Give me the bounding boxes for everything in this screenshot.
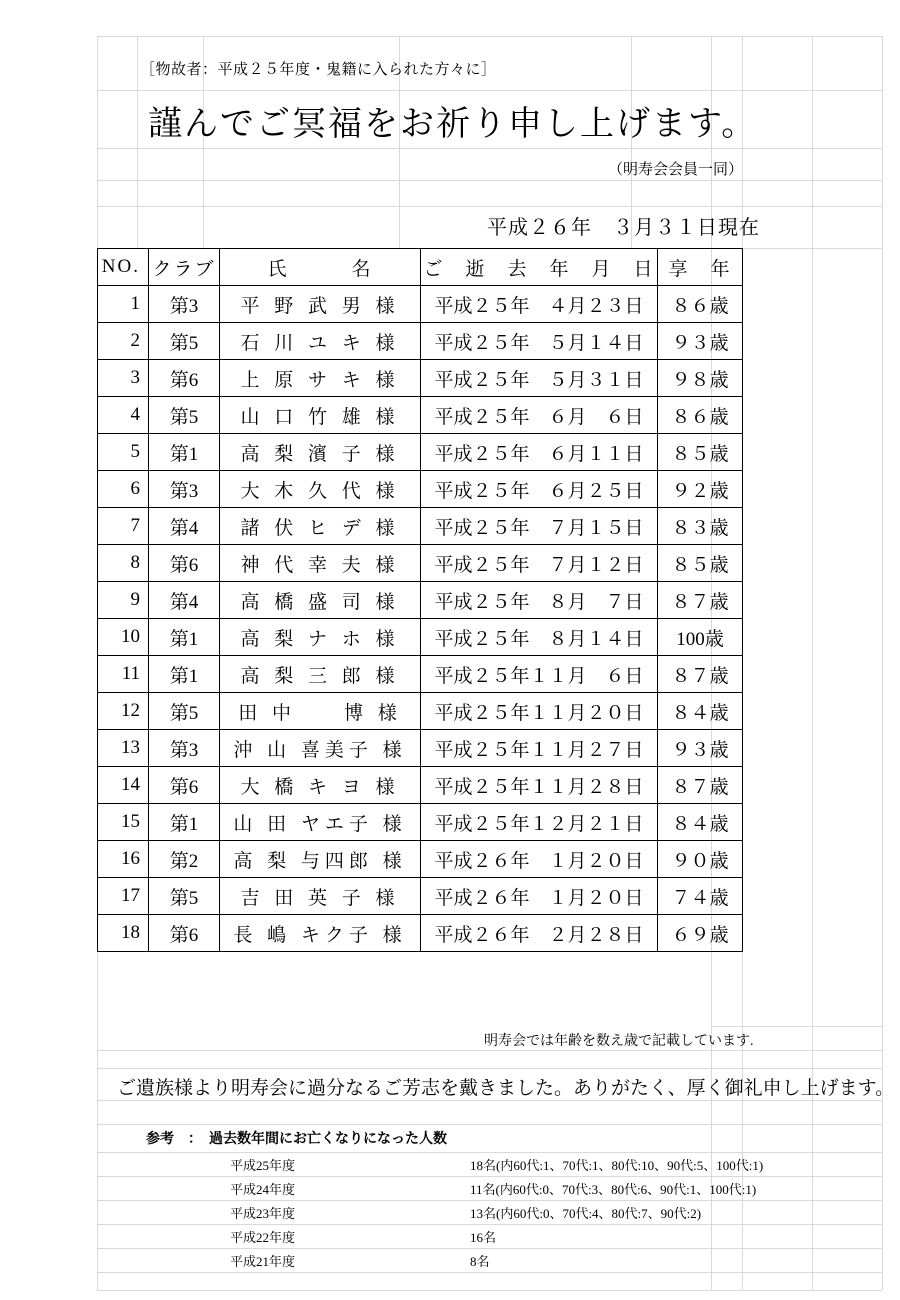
cell-club: 第6 — [149, 767, 220, 804]
cell-date: 平成２５年１１月２８日 — [421, 767, 658, 804]
table-row — [98, 508, 743, 545]
grid-hline — [97, 1050, 882, 1051]
grid-vline — [812, 36, 813, 1290]
cell-club: 第5 — [149, 397, 220, 434]
cell-date: 平成２５年 ７月１２日 — [421, 545, 658, 582]
cell-no: 17 — [98, 878, 149, 915]
cell-no: 5 — [98, 434, 149, 471]
grid-hline — [97, 1290, 882, 1291]
cell-age: ８５歳 — [658, 545, 743, 582]
table-row — [98, 804, 743, 841]
reference-row — [205, 1200, 800, 1224]
cell-date: 平成２６年 ２月２８日 — [421, 915, 658, 952]
cell-age: ９３歳 — [658, 323, 743, 360]
table-row — [98, 619, 743, 656]
reference-table — [205, 1152, 800, 1272]
cell-no: 10 — [98, 619, 149, 656]
cell-date: 平成２５年 ５月３１日 — [421, 360, 658, 397]
cell-name: 高 梨 濱 子 様 — [220, 434, 421, 471]
cell-no: 11 — [98, 656, 149, 693]
reference-detail: 18名(内60代:1、70代:1、80代:10、90代:5、100代:1) — [470, 1157, 764, 1173]
cell-date: 平成２５年 ６月２５日 — [421, 471, 658, 508]
cell-club: 第2 — [149, 841, 220, 878]
cell-club: 第3 — [149, 286, 220, 323]
grid-hline — [97, 206, 882, 207]
deceased-bracket-note: ［物故者：平成２５年度・鬼籍に入られた方々に］ — [140, 62, 497, 78]
cell-age: ８７歳 — [658, 656, 743, 693]
table-row — [98, 841, 743, 878]
table-row — [98, 730, 743, 767]
cell-date: 平成２６年 １月２０日 — [421, 878, 658, 915]
table-row — [98, 915, 743, 952]
cell-date: 平成２５年 ８月 ７日 — [421, 582, 658, 619]
reference-detail: 11名(内60代:0、70代:3、80代:6、90代:1、100代:1) — [470, 1181, 757, 1197]
cell-club: 第5 — [149, 323, 220, 360]
cell-name: 平 野 武 男 様 — [220, 286, 421, 323]
grid-hline — [97, 36, 882, 37]
cell-club: 第4 — [149, 508, 220, 545]
cell-age: ７４歳 — [658, 878, 743, 915]
table-row — [98, 582, 743, 619]
cell-age: ９３歳 — [658, 730, 743, 767]
cell-no: 15 — [98, 804, 149, 841]
cell-no: 12 — [98, 693, 149, 730]
cell-no: 13 — [98, 730, 149, 767]
cell-name: 大 木 久 代 様 — [220, 471, 421, 508]
reference-detail: 13名(内60代:0、70代:4、80代:7、90代:2) — [470, 1205, 702, 1221]
as-of-date: 平成２６年 ３月３１日現在 — [487, 217, 760, 239]
reference-detail: 16名 — [470, 1229, 497, 1245]
cell-date: 平成２５年１２月２１日 — [421, 804, 658, 841]
cell-date: 平成２５年１１月２７日 — [421, 730, 658, 767]
cell-age: ８３歳 — [658, 508, 743, 545]
counted-age-note: 明寿会では年齢を数え歳で記載しています. — [484, 1034, 754, 1049]
grid-hline — [97, 1124, 882, 1125]
deceased-table — [97, 248, 743, 952]
column-header-club: クラブ — [149, 249, 220, 286]
grid-hline — [97, 90, 882, 91]
reference-row — [205, 1176, 800, 1200]
cell-no: 14 — [98, 767, 149, 804]
table-row — [98, 360, 743, 397]
reference-detail: 8名 — [470, 1253, 490, 1269]
page-title: 謹んでご冥福をお祈り申し上げます。 — [148, 106, 758, 143]
cell-no: 18 — [98, 915, 149, 952]
grid-vline — [137, 36, 138, 248]
cell-name: 吉 田 英 子 様 — [220, 878, 421, 915]
cell-name: 高 梨 与四郎 様 — [220, 841, 421, 878]
cell-date: 平成２５年 ８月１４日 — [421, 619, 658, 656]
cell-club: 第1 — [149, 619, 220, 656]
cell-no: 16 — [98, 841, 149, 878]
cell-date: 平成２５年１１月 ６日 — [421, 656, 658, 693]
reference-year: 平成24年度 — [230, 1181, 296, 1197]
cell-club: 第5 — [149, 693, 220, 730]
reference-year: 平成21年度 — [230, 1253, 296, 1269]
cell-age: ９８歳 — [658, 360, 743, 397]
cell-name: 沖 山 喜美子 様 — [220, 730, 421, 767]
cell-date: 平成２５年 ４月２３日 — [421, 286, 658, 323]
reference-row — [205, 1224, 800, 1248]
cell-age: ９２歳 — [658, 471, 743, 508]
cell-age: ８６歳 — [658, 286, 743, 323]
cell-club: 第3 — [149, 471, 220, 508]
cell-no: 8 — [98, 545, 149, 582]
signature-line: （明寿会会員一同） — [608, 162, 744, 178]
reference-row — [205, 1248, 800, 1272]
table-row — [98, 471, 743, 508]
cell-name: 神 代 幸 夫 様 — [220, 545, 421, 582]
table-row — [98, 656, 743, 693]
cell-date: 平成２５年 ６月１１日 — [421, 434, 658, 471]
cell-name: 大 橋 キ ヨ 様 — [220, 767, 421, 804]
grid-hline — [97, 1100, 882, 1101]
column-header-date: ご 逝 去 年 月 日 — [421, 249, 658, 286]
reference-year: 平成22年度 — [230, 1229, 296, 1245]
thanks-note: ご遺族様より明寿会に過分なるご芳志を戴きました。ありがたく、厚く御礼申し上げます。 — [117, 1078, 895, 1099]
table-row — [98, 693, 743, 730]
table-row — [98, 878, 743, 915]
grid-hline — [711, 1026, 882, 1027]
cell-no: 1 — [98, 286, 149, 323]
grid-hline — [97, 1068, 882, 1069]
cell-name: 上 原 サ キ 様 — [220, 360, 421, 397]
cell-no: 6 — [98, 471, 149, 508]
cell-club: 第6 — [149, 360, 220, 397]
cell-no: 4 — [98, 397, 149, 434]
cell-name: 長 嶋 キク子 様 — [220, 915, 421, 952]
column-header-no: NO. — [98, 249, 149, 286]
table-row — [98, 434, 743, 471]
cell-no: 9 — [98, 582, 149, 619]
cell-club: 第4 — [149, 582, 220, 619]
grid-hline — [97, 148, 882, 149]
reference-title: 参考 ： 過去数年間にお亡くなりになった人数 — [146, 1132, 447, 1147]
cell-date: 平成２６年 １月２０日 — [421, 841, 658, 878]
table-row — [98, 397, 743, 434]
table-header-row — [98, 249, 743, 286]
cell-date: 平成２５年 ６月 ６日 — [421, 397, 658, 434]
cell-age: ８７歳 — [658, 767, 743, 804]
cell-age: ９０歳 — [658, 841, 743, 878]
grid-hline — [97, 1272, 882, 1273]
reference-year: 平成23年度 — [230, 1205, 296, 1221]
cell-no: 2 — [98, 323, 149, 360]
cell-club: 第3 — [149, 730, 220, 767]
cell-age: ８４歳 — [658, 693, 743, 730]
cell-club: 第6 — [149, 545, 220, 582]
cell-name: 高 梨 三 郎 様 — [220, 656, 421, 693]
cell-age: ６９歳 — [658, 915, 743, 952]
cell-age: ８７歳 — [658, 582, 743, 619]
cell-date: 平成２５年 ７月１５日 — [421, 508, 658, 545]
cell-club: 第1 — [149, 434, 220, 471]
cell-name: 山 田 ヤエ子 様 — [220, 804, 421, 841]
column-header-name: 氏 名 — [220, 249, 421, 286]
cell-name: 諸 伏 ヒ デ 様 — [220, 508, 421, 545]
reference-year: 平成25年度 — [230, 1157, 296, 1173]
table-row — [98, 545, 743, 582]
cell-date: 平成２５年１１月２０日 — [421, 693, 658, 730]
cell-name: 石 川 ユ キ 様 — [220, 323, 421, 360]
grid-vline — [882, 36, 883, 1290]
cell-name: 山 口 竹 雄 様 — [220, 397, 421, 434]
table-row — [98, 323, 743, 360]
cell-no: 3 — [98, 360, 149, 397]
cell-age: ８５歳 — [658, 434, 743, 471]
reference-row — [205, 1152, 800, 1176]
grid-hline — [97, 180, 882, 181]
cell-club: 第1 — [149, 804, 220, 841]
cell-name: 高 梨 ナ ホ 様 — [220, 619, 421, 656]
cell-age: ８６歳 — [658, 397, 743, 434]
cell-name: 高 橋 盛 司 様 — [220, 582, 421, 619]
cell-no: 7 — [98, 508, 149, 545]
table-row — [98, 286, 743, 323]
column-header-age: 享 年 — [658, 249, 743, 286]
table-row — [98, 767, 743, 804]
cell-age: 100歳 — [658, 619, 743, 656]
cell-club: 第5 — [149, 878, 220, 915]
cell-name: 田 中 博 様 — [220, 693, 421, 730]
cell-age: ８４歳 — [658, 804, 743, 841]
cell-date: 平成２５年 ５月１４日 — [421, 323, 658, 360]
cell-club: 第6 — [149, 915, 220, 952]
cell-club: 第1 — [149, 656, 220, 693]
